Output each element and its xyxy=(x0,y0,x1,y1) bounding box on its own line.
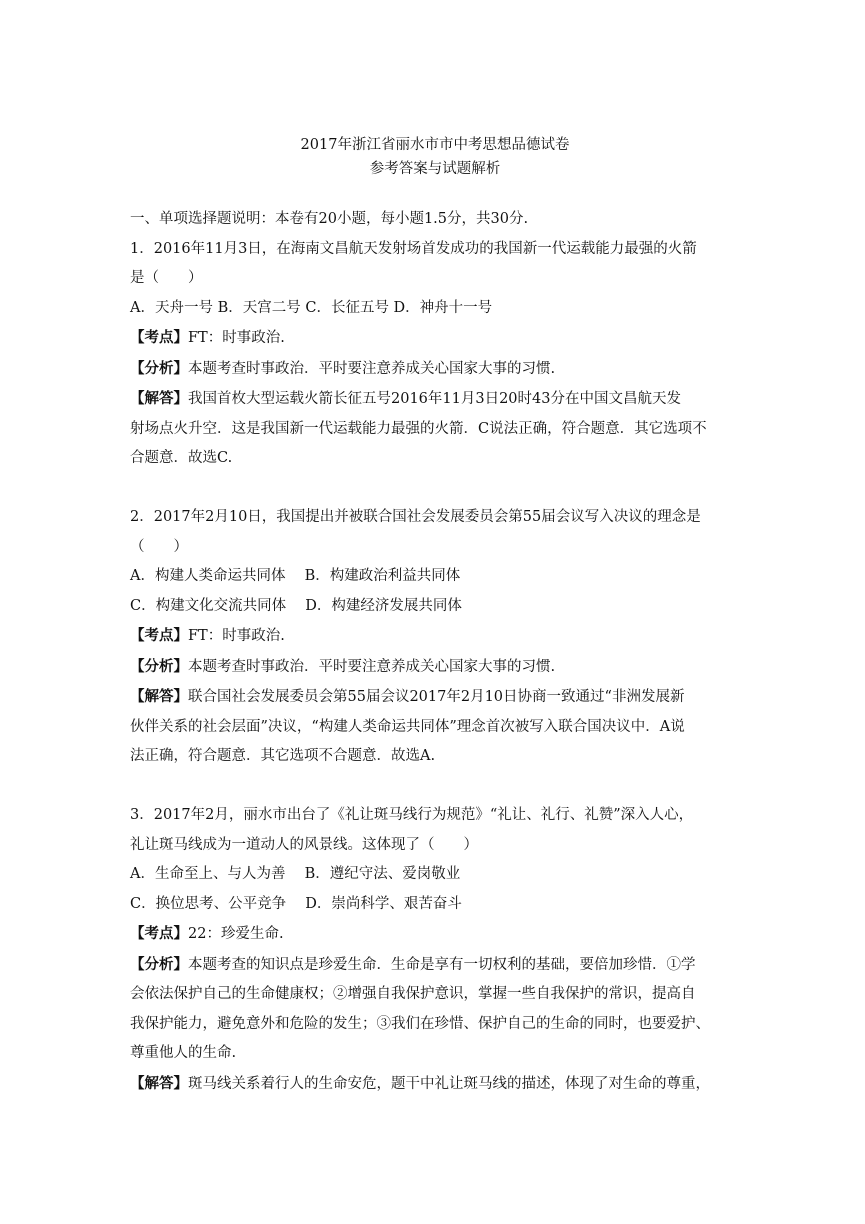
q1-jieda-line3: 合题意．故选C. xyxy=(130,450,233,466)
q2-jieda-line3: 法正确，符合题意．其它选项不合题意．故选A. xyxy=(130,748,436,764)
q1-kaodian xyxy=(130,323,740,354)
q2-jieda-line1 xyxy=(130,682,740,713)
q2-stem-line1: 2．2017年2月10日，我国提出并被联合国社会发展委员会第55届会议写入决议的理念是 xyxy=(130,509,701,525)
q1-options: A．天舟一号 B．天宫二号 C．长征五号 D．神舟十一号 xyxy=(130,299,493,316)
q2-fenxi xyxy=(130,652,740,683)
jieda-tag: 【解答】 xyxy=(130,390,188,407)
jieda-tag: 【解答】 xyxy=(130,688,188,705)
kaodian-tag: 【考点】 xyxy=(130,329,188,346)
q2-jieda-text1: 联合国社会发展委员会第55届会议2017年2月10日协商一致通过“非洲发展新 xyxy=(188,689,685,705)
q3-kaodian xyxy=(130,919,740,950)
q1-jieda-line1 xyxy=(130,384,740,415)
q3-stem-line2: 礼让斑马线成为一道动人的风景线。这体现了（ ） xyxy=(130,836,478,853)
section-header: 一、单项选择题说明：本卷有20小题，每小题1.5分，共30分. xyxy=(130,211,529,227)
q3-fenxi-line1 xyxy=(130,950,740,981)
document-subtitle: 参考答案与试题解析 xyxy=(369,161,501,177)
fenxi-tag: 【分析】 xyxy=(130,955,188,973)
q1-kaodian-text: FT：时事政治. xyxy=(188,330,285,346)
document-page xyxy=(130,133,740,1099)
q2-options-line1: A．构建人类命运共同体 B．构建政治利益共同体 xyxy=(130,568,461,584)
q3-options-line2: C．换位思考、公平竞争 D．崇尚科学、艰苦奋斗 xyxy=(130,895,462,912)
spacer xyxy=(130,474,740,504)
q1-stem-line2: 是（ ） xyxy=(130,270,203,286)
q2-jieda-line2: 伙伴关系的社会层面”决议，“构建人类命运共同体”理念首次被写入联合国决议中．A说 xyxy=(130,718,685,735)
q1-jieda-line2: 射场点火升空．这是我国新一代运载能力最强的火箭．C说法正确，符合题意．其它选项不 xyxy=(130,420,707,437)
jieda-tag: 【解答】 xyxy=(130,1074,188,1092)
question-2 xyxy=(130,503,740,772)
q3-stem-line1: 3．2017年2月，丽水市出台了《礼让斑马线行为规范》“礼让、礼行、礼赞”深入人心， xyxy=(130,807,694,823)
q3-options-line1: A．生命至上、与人为善 B．遵纪守法、爱岗敬业 xyxy=(130,866,461,882)
q2-kaodian xyxy=(130,621,740,652)
spacer xyxy=(130,772,740,802)
question-3 xyxy=(130,801,740,1099)
q2-stem-line2: （ ） xyxy=(130,538,188,555)
q2-fenxi-text: 本题考查时事政治．平时要注意养成关心国家大事的习惯. xyxy=(188,658,556,675)
q3-fenxi-line4: 尊重他人的生命. xyxy=(130,1045,237,1061)
q1-jieda-text1: 我国首枚大型运载火箭长征五号2016年11月3日20时43分在中国文昌航天发 xyxy=(188,391,681,407)
kaodian-tag: 【考点】 xyxy=(130,627,188,644)
fenxi-tag: 【分析】 xyxy=(130,657,188,675)
q3-fenxi-line3: 我保护能力，避免意外和危险的发生；③我们在珍惜、保护自己的生命的同时，也要爱护、 xyxy=(130,1015,710,1032)
q2-kaodian-text: FT：时事政治. xyxy=(188,628,285,644)
kaodian-tag: 【考点】 xyxy=(130,925,188,942)
document-title: 2017年浙江省丽水市市中考思想品德试卷 xyxy=(300,137,570,153)
q1-fenxi-text: 本题考查时事政治．平时要注意养成关心国家大事的习惯. xyxy=(188,360,556,377)
q3-kaodian-text: 22：珍爱生命. xyxy=(188,926,284,942)
q1-fenxi xyxy=(130,354,740,385)
q3-fenxi-line2: 会依法保护自己的生命健康权；②增强自我保护意识，掌握一些自我保护的常识，提高自 xyxy=(130,986,696,1002)
q3-jieda-text1: 斑马线关系着行人的生命安危，题干中礼让斑马线的描述，体现了对生命的尊重， xyxy=(188,1075,710,1092)
q3-fenxi-text1: 本题考查的知识点是珍爱生命．生命是享有一切权利的基础，要倍加珍惜．①学 xyxy=(188,956,696,973)
q3-jieda-line1 xyxy=(130,1069,740,1100)
q1-stem-line1: 1．2016年11月3日，在海南文昌航天发射场首发成功的我国新一代运载能力最强的火箭 xyxy=(130,240,697,257)
q2-options-line2: C．构建文化交流共同体 D．构建经济发展共同体 xyxy=(130,597,462,614)
question-1 xyxy=(130,235,740,474)
fenxi-tag: 【分析】 xyxy=(130,359,188,377)
